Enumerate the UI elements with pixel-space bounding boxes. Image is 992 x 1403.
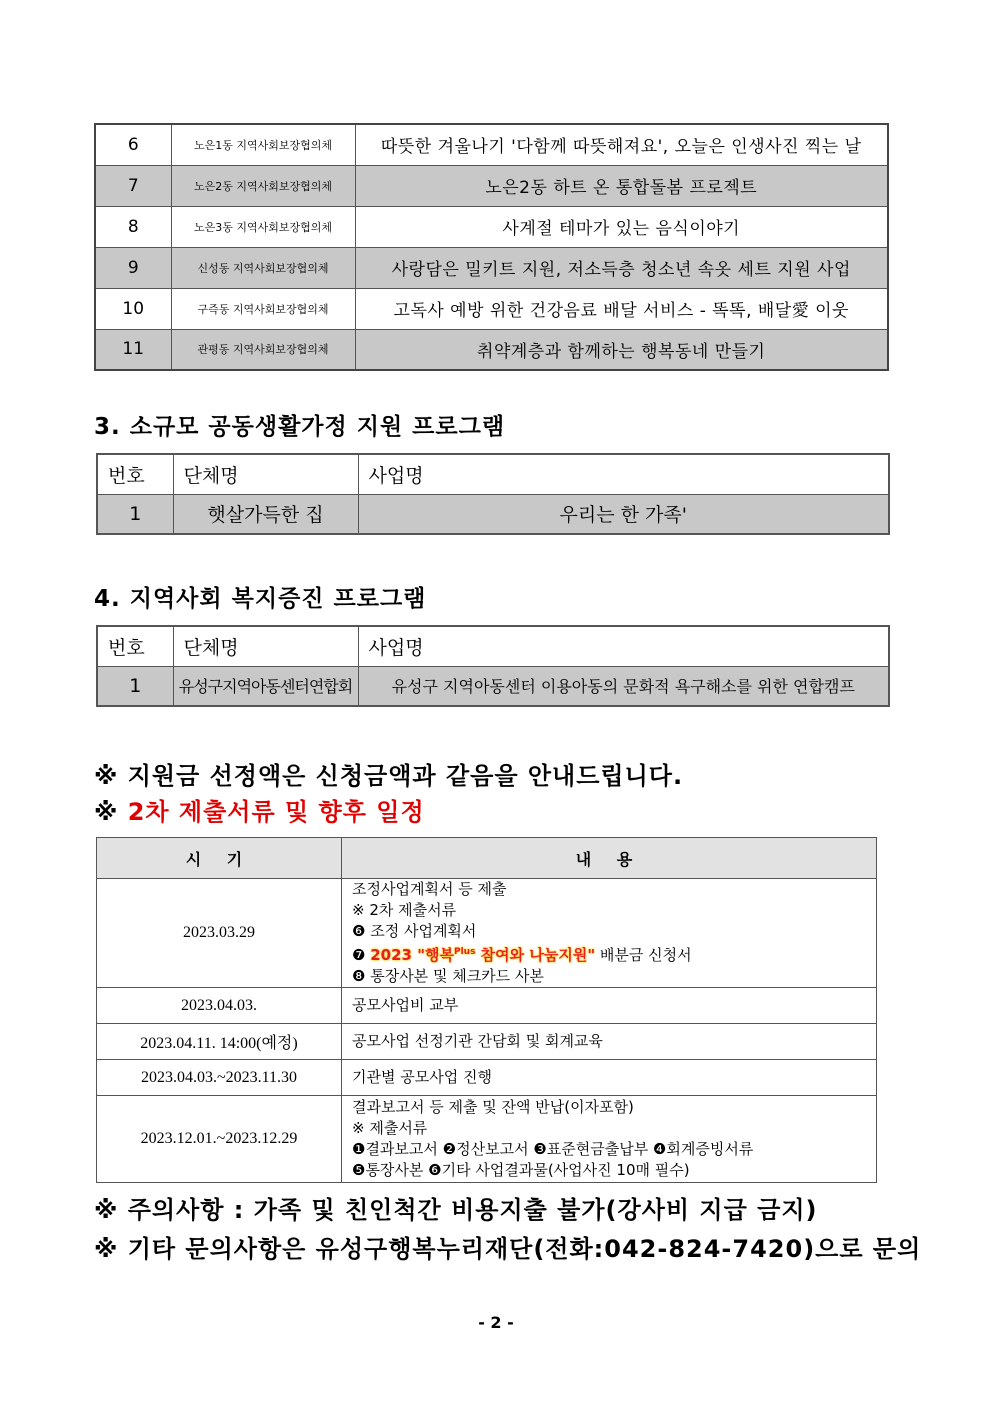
table-row	[97, 988, 877, 1024]
notice-schedule-heading	[94, 792, 425, 827]
row-number: 1	[97, 666, 173, 706]
promo-suffix: 배분금 신청서	[595, 946, 692, 964]
table-row	[97, 1060, 877, 1096]
schedule-date: 2023.04.11. 14:00(예정)	[97, 1024, 342, 1060]
table-row	[95, 165, 888, 206]
notice-contact: ※ 기타 문의사항은 유성구행복누리재단(전화:042-824-7420)으로 문의	[94, 1235, 922, 1263]
table-row	[97, 1096, 877, 1183]
schedule-content: 공모사업비 교부	[342, 988, 877, 1024]
project-name: 노은2동 하트 온 통합돌봄 프로젝트	[355, 165, 888, 206]
notice-mark: ※	[94, 798, 128, 826]
promo-plus: Plus	[453, 947, 476, 957]
organization-name: 노은3동 지역사회보장협의체	[171, 206, 355, 247]
row-number: 6	[95, 124, 171, 165]
organization-name: 햇살가득한 집	[173, 494, 358, 534]
table-row	[97, 1024, 877, 1060]
section-3-title: 3. 소규모 공동생활가정 지원 프로그램	[94, 414, 506, 440]
content-line: ❶결과보고서 ❷정산보고서 ❸표준현금출납부 ❹회계증빙서류	[352, 1140, 754, 1158]
organization-table	[94, 123, 889, 371]
table-row	[95, 206, 888, 247]
schedule-content: 공모사업 선정기관 간담회 및 회계교육	[342, 1024, 877, 1060]
organization-name: 구즉동 지역사회보장협의체	[171, 288, 355, 329]
project-name: 유성구 지역아동센터 이용아동의 문화적 욕구해소를 위한 연합캠프	[358, 666, 889, 706]
content-line: ❻ 조정 사업계획서	[352, 922, 477, 940]
content-line	[352, 942, 876, 966]
organization-name: 신성동 지역사회보장협의체	[171, 247, 355, 288]
schedule-content: 기관별 공모사업 진행	[342, 1060, 877, 1096]
promo-title	[370, 946, 595, 964]
table-row	[97, 666, 889, 706]
table-header-row	[97, 838, 877, 879]
organization-name: 관평동 지역사회보장협의체	[171, 329, 355, 370]
table-header-row	[97, 626, 889, 666]
notice-caution: ※ 주의사항 : 가족 및 친인척간 비용지출 불가(강사비 지급 금지)	[94, 1196, 818, 1224]
project-name: 고독사 예방 위한 건강음료 배달 서비스 - 똑똑, 배달愛 이웃	[355, 288, 888, 329]
content-line: ※ 제출서류	[352, 1119, 428, 1137]
schedule-content	[342, 1096, 877, 1183]
header-period: 시 기	[97, 838, 342, 879]
promo-title-b: 참여와 나눔지원"	[475, 946, 596, 964]
header-number: 번호	[97, 626, 173, 666]
header-project: 사업명	[358, 626, 889, 666]
content-line: ❽ 통장사본 및 체크카드 사본	[352, 967, 544, 985]
header-content: 내 용	[342, 838, 877, 879]
schedule-date: 2023.12.01.~2023.12.29	[97, 1096, 342, 1183]
page-number: - 2 -	[478, 1313, 514, 1332]
schedule-date: 2023.03.29	[97, 879, 342, 988]
schedule-date: 2023.04.03.~2023.11.30	[97, 1060, 342, 1096]
row-number: 9	[95, 247, 171, 288]
project-name: 사랑담은 밀키트 지원, 저소득층 청소년 속옷 세트 지원 사업	[355, 247, 888, 288]
row-number: 1	[97, 494, 173, 534]
project-name: 사계절 테마가 있는 음식이야기	[355, 206, 888, 247]
organization-name: 노은1동 지역사회보장협의체	[171, 124, 355, 165]
content-line: ※ 2차 제출서류	[352, 901, 457, 919]
organization-name: 노은2동 지역사회보장협의체	[171, 165, 355, 206]
promo-title-a: 2023 "행복	[370, 946, 454, 964]
table-row	[97, 879, 877, 988]
row-number: 10	[95, 288, 171, 329]
row-number: 11	[95, 329, 171, 370]
header-organization: 단체명	[173, 454, 358, 494]
row-number: 8	[95, 206, 171, 247]
table-header-row	[97, 454, 889, 494]
project-name: 우리는 한 가족'	[358, 494, 889, 534]
table-row	[95, 288, 888, 329]
table-row	[97, 494, 889, 534]
row-number: 7	[95, 165, 171, 206]
project-name: 취약계층과 함께하는 행복동네 만들기	[355, 329, 888, 370]
content-line: 조정사업계획서 등 제출	[352, 880, 507, 898]
table-row	[95, 329, 888, 370]
table-row	[95, 124, 888, 165]
project-name: 따뜻한 겨울나기 '다함께 따뜻해져요', 오늘은 인생사진 찍는 날	[355, 124, 888, 165]
header-number: 번호	[97, 454, 173, 494]
schedule-date: 2023.04.03.	[97, 988, 342, 1024]
section-4-title: 4. 지역사회 복지증진 프로그램	[94, 586, 427, 612]
header-organization: 단체명	[173, 626, 358, 666]
section-4-table	[96, 625, 890, 707]
schedule-heading-red: 2차 제출서류 및 향후 일정	[127, 798, 425, 826]
header-project: 사업명	[358, 454, 889, 494]
schedule-table	[96, 837, 877, 1183]
section-3-table	[96, 453, 890, 535]
content-line: 결과보고서 등 제출 및 잔액 반납(이자포함)	[352, 1098, 634, 1116]
content-line: ❺통장사본 ❻기타 사업결과물(사업사진 10매 필수)	[352, 1161, 690, 1179]
notice-grant-amount: ※ 지원금 선정액은 신청금액과 같음을 안내드립니다.	[94, 762, 684, 790]
bullet-7: ❼	[352, 946, 371, 964]
schedule-content	[342, 879, 877, 988]
table-row	[95, 247, 888, 288]
organization-name: 유성구지역아동센터연합회	[173, 666, 358, 706]
